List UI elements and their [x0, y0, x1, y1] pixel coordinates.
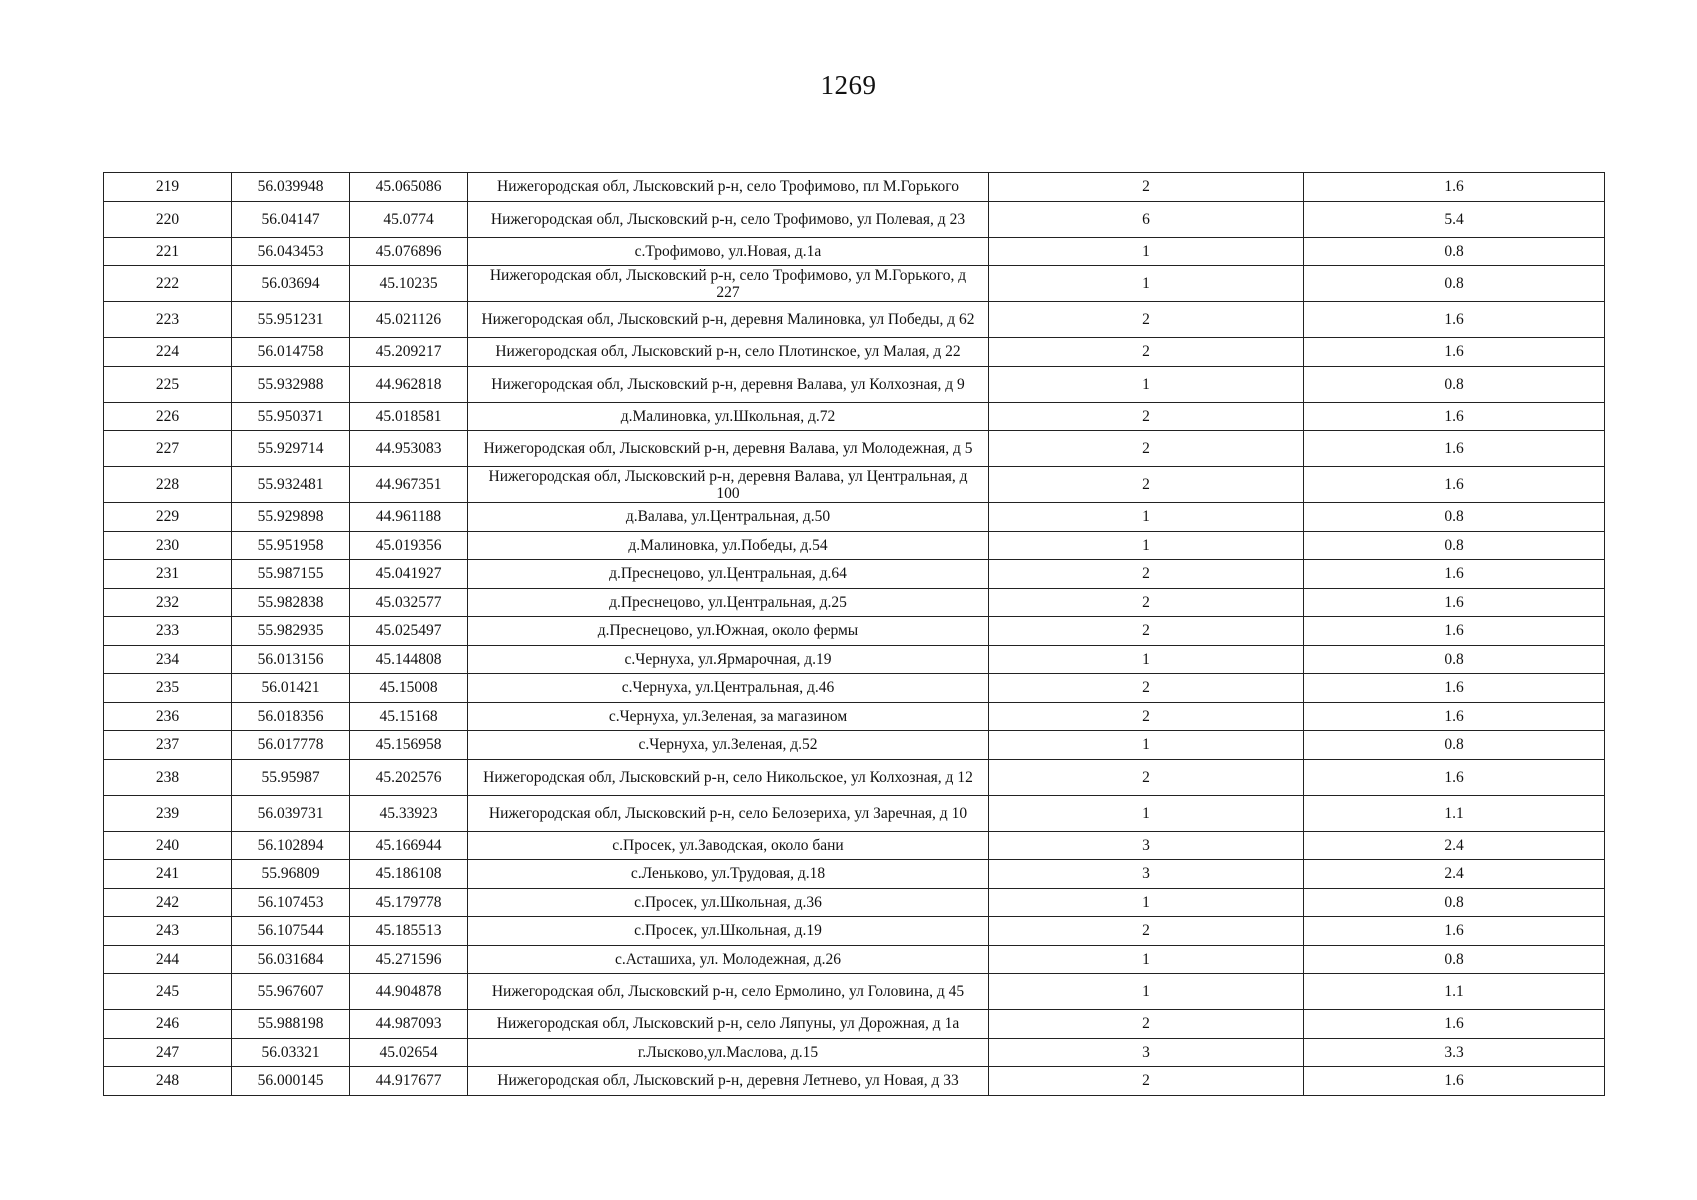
table-row — [104, 860, 1605, 889]
address-cell: д.Валава, ул.Центральная, д.50 — [468, 503, 989, 532]
row-number-cell: 235 — [104, 674, 232, 703]
address-cell: с.Чернуха, ул.Зеленая, за магазином — [468, 702, 989, 731]
longitude-cell: 45.271596 — [350, 945, 468, 974]
address-cell: д.Малиновка, ул.Победы, д.54 — [468, 531, 989, 560]
longitude-cell: 45.15168 — [350, 702, 468, 731]
volume-cell: 0.8 — [1304, 731, 1605, 760]
volume-cell: 1.6 — [1304, 560, 1605, 589]
table-row — [104, 237, 1605, 266]
container-sites-table — [103, 172, 1605, 1096]
longitude-cell: 45.185513 — [350, 917, 468, 946]
latitude-cell: 55.982838 — [232, 588, 350, 617]
longitude-cell: 45.209217 — [350, 338, 468, 367]
latitude-cell: 56.000145 — [232, 1067, 350, 1096]
table-body — [104, 173, 1605, 1096]
table-row — [104, 266, 1605, 302]
address-cell: Нижегородская обл, Лысковский р-н, деревня Валава, ул Центральная, д 100 — [468, 467, 989, 503]
longitude-cell: 45.025497 — [350, 617, 468, 646]
container-count-cell: 2 — [989, 588, 1304, 617]
row-number-cell: 247 — [104, 1038, 232, 1067]
table-row — [104, 831, 1605, 860]
volume-cell: 1.6 — [1304, 588, 1605, 617]
longitude-cell: 45.021126 — [350, 302, 468, 338]
address-cell: Нижегородская обл, Лысковский р-н, деревня Малиновка, ул Победы, д 62 — [468, 302, 989, 338]
volume-cell: 1.6 — [1304, 1067, 1605, 1096]
row-number-cell: 228 — [104, 467, 232, 503]
table-row — [104, 588, 1605, 617]
longitude-cell: 45.156958 — [350, 731, 468, 760]
table-row — [104, 366, 1605, 402]
container-count-cell: 2 — [989, 431, 1304, 467]
table-row — [104, 173, 1605, 202]
container-count-cell: 1 — [989, 731, 1304, 760]
row-number-cell: 229 — [104, 503, 232, 532]
longitude-cell: 45.018581 — [350, 402, 468, 431]
longitude-cell: 44.904878 — [350, 974, 468, 1010]
longitude-cell: 45.202576 — [350, 759, 468, 795]
address-cell: Нижегородская обл, Лысковский р-н, село Белозериха, ул Заречная, д 10 — [468, 795, 989, 831]
table-row — [104, 1067, 1605, 1096]
row-number-cell: 231 — [104, 560, 232, 589]
table-row — [104, 759, 1605, 795]
row-number-cell: 243 — [104, 917, 232, 946]
container-count-cell: 2 — [989, 674, 1304, 703]
container-count-cell: 2 — [989, 702, 1304, 731]
table-row — [104, 645, 1605, 674]
latitude-cell: 56.013156 — [232, 645, 350, 674]
row-number-cell: 237 — [104, 731, 232, 760]
volume-cell: 0.8 — [1304, 266, 1605, 302]
latitude-cell: 56.043453 — [232, 237, 350, 266]
address-cell: Нижегородская обл, Лысковский р-н, село Трофимово, пл М.Горького — [468, 173, 989, 202]
row-number-cell: 236 — [104, 702, 232, 731]
row-number-cell: 222 — [104, 266, 232, 302]
address-cell: с.Трофимово, ул.Новая, д.1а — [468, 237, 989, 266]
container-count-cell: 1 — [989, 366, 1304, 402]
container-count-cell: 1 — [989, 645, 1304, 674]
address-cell: с.Просек, ул.Школьная, д.19 — [468, 917, 989, 946]
address-cell: д.Преснецово, ул.Центральная, д.64 — [468, 560, 989, 589]
latitude-cell: 56.107453 — [232, 888, 350, 917]
row-number-cell: 248 — [104, 1067, 232, 1096]
row-number-cell: 230 — [104, 531, 232, 560]
row-number-cell: 224 — [104, 338, 232, 367]
latitude-cell: 56.03694 — [232, 266, 350, 302]
latitude-cell: 55.987155 — [232, 560, 350, 589]
longitude-cell: 44.917677 — [350, 1067, 468, 1096]
table-row — [104, 974, 1605, 1010]
address-cell: Нижегородская обл, Лысковский р-н, село Ермолино, ул Головина, д 45 — [468, 974, 989, 1010]
page-number: 1269 — [820, 70, 877, 100]
row-number-cell: 219 — [104, 173, 232, 202]
table-row — [104, 560, 1605, 589]
longitude-cell: 45.166944 — [350, 831, 468, 860]
latitude-cell: 56.04147 — [232, 201, 350, 237]
container-count-cell: 2 — [989, 467, 1304, 503]
latitude-cell: 55.982935 — [232, 617, 350, 646]
volume-cell: 1.6 — [1304, 759, 1605, 795]
address-cell: Нижегородская обл, Лысковский р-н, деревня Валава, ул Колхозная, д 9 — [468, 366, 989, 402]
container-count-cell: 6 — [989, 201, 1304, 237]
container-count-cell: 2 — [989, 560, 1304, 589]
row-number-cell: 223 — [104, 302, 232, 338]
address-cell: Нижегородская обл, Лысковский р-н, деревня Летнево, ул Новая, д 33 — [468, 1067, 989, 1096]
latitude-cell: 55.96809 — [232, 860, 350, 889]
volume-cell: 5.4 — [1304, 201, 1605, 237]
longitude-cell: 44.967351 — [350, 467, 468, 503]
row-number-cell: 227 — [104, 431, 232, 467]
container-count-cell: 1 — [989, 503, 1304, 532]
container-count-cell: 2 — [989, 759, 1304, 795]
row-number-cell: 225 — [104, 366, 232, 402]
address-cell: Нижегородская обл, Лысковский р-н, деревня Валава, ул Молодежная, д 5 — [468, 431, 989, 467]
table-row — [104, 945, 1605, 974]
address-cell: с.Чернуха, ул.Центральная, д.46 — [468, 674, 989, 703]
volume-cell: 2.4 — [1304, 860, 1605, 889]
longitude-cell: 45.186108 — [350, 860, 468, 889]
latitude-cell: 55.932988 — [232, 366, 350, 402]
container-count-cell: 3 — [989, 831, 1304, 860]
row-number-cell: 240 — [104, 831, 232, 860]
table-row — [104, 467, 1605, 503]
table-row — [104, 1010, 1605, 1039]
volume-cell: 1.1 — [1304, 795, 1605, 831]
row-number-cell: 241 — [104, 860, 232, 889]
row-number-cell: 246 — [104, 1010, 232, 1039]
volume-cell: 0.8 — [1304, 531, 1605, 560]
volume-cell: 0.8 — [1304, 503, 1605, 532]
row-number-cell: 238 — [104, 759, 232, 795]
container-count-cell: 1 — [989, 974, 1304, 1010]
address-cell: д.Преснецово, ул.Южная, около фермы — [468, 617, 989, 646]
volume-cell: 1.6 — [1304, 402, 1605, 431]
address-cell: д.Преснецово, ул.Центральная, д.25 — [468, 588, 989, 617]
table-row — [104, 402, 1605, 431]
volume-cell: 1.6 — [1304, 338, 1605, 367]
latitude-cell: 55.932481 — [232, 467, 350, 503]
longitude-cell: 45.032577 — [350, 588, 468, 617]
table-row — [104, 302, 1605, 338]
row-number-cell: 245 — [104, 974, 232, 1010]
container-count-cell: 1 — [989, 531, 1304, 560]
latitude-cell: 55.951958 — [232, 531, 350, 560]
container-count-cell: 2 — [989, 302, 1304, 338]
latitude-cell: 55.929714 — [232, 431, 350, 467]
container-count-cell: 2 — [989, 338, 1304, 367]
container-count-cell: 2 — [989, 402, 1304, 431]
container-count-cell: 3 — [989, 860, 1304, 889]
address-cell: Нижегородская обл, Лысковский р-н, село Никольское, ул Колхозная, д 12 — [468, 759, 989, 795]
longitude-cell: 44.987093 — [350, 1010, 468, 1039]
longitude-cell: 45.179778 — [350, 888, 468, 917]
address-cell: Нижегородская обл, Лысковский р-н, село Трофимово, ул Полевая, д 23 — [468, 201, 989, 237]
table-row — [104, 731, 1605, 760]
longitude-cell: 45.02654 — [350, 1038, 468, 1067]
row-number-cell: 226 — [104, 402, 232, 431]
volume-cell: 1.6 — [1304, 617, 1605, 646]
container-count-cell: 1 — [989, 945, 1304, 974]
longitude-cell: 45.041927 — [350, 560, 468, 589]
table-row — [104, 795, 1605, 831]
address-cell: г.Лысково,ул.Маслова, д.15 — [468, 1038, 989, 1067]
container-count-cell: 1 — [989, 266, 1304, 302]
latitude-cell: 55.95987 — [232, 759, 350, 795]
table-row — [104, 503, 1605, 532]
row-number-cell: 244 — [104, 945, 232, 974]
container-count-cell: 1 — [989, 795, 1304, 831]
address-cell: с.Леньково, ул.Трудовая, д.18 — [468, 860, 989, 889]
volume-cell: 2.4 — [1304, 831, 1605, 860]
longitude-cell: 45.33923 — [350, 795, 468, 831]
address-cell: с.Чернуха, ул.Ярмарочная, д.19 — [468, 645, 989, 674]
container-count-cell: 1 — [989, 888, 1304, 917]
volume-cell: 1.1 — [1304, 974, 1605, 1010]
longitude-cell: 44.961188 — [350, 503, 468, 532]
address-cell: Нижегородская обл, Лысковский р-н, село Трофимово, ул М.Горького, д 227 — [468, 266, 989, 302]
longitude-cell: 44.953083 — [350, 431, 468, 467]
table-row — [104, 531, 1605, 560]
volume-cell: 1.6 — [1304, 702, 1605, 731]
container-count-cell: 2 — [989, 173, 1304, 202]
table-row — [104, 201, 1605, 237]
latitude-cell: 55.950371 — [232, 402, 350, 431]
volume-cell: 1.6 — [1304, 674, 1605, 703]
longitude-cell: 45.076896 — [350, 237, 468, 266]
longitude-cell: 45.0774 — [350, 201, 468, 237]
longitude-cell: 45.019356 — [350, 531, 468, 560]
latitude-cell: 55.951231 — [232, 302, 350, 338]
longitude-cell: 45.15008 — [350, 674, 468, 703]
latitude-cell: 56.107544 — [232, 917, 350, 946]
table-row — [104, 617, 1605, 646]
latitude-cell: 55.929898 — [232, 503, 350, 532]
container-count-cell: 2 — [989, 617, 1304, 646]
container-count-cell: 3 — [989, 1038, 1304, 1067]
table-row — [104, 338, 1605, 367]
latitude-cell: 56.017778 — [232, 731, 350, 760]
address-cell: с.Просек, ул.Заводская, около бани — [468, 831, 989, 860]
table-row — [104, 1038, 1605, 1067]
volume-cell: 0.8 — [1304, 366, 1605, 402]
latitude-cell: 56.01421 — [232, 674, 350, 703]
address-cell: д.Малиновка, ул.Школьная, д.72 — [468, 402, 989, 431]
latitude-cell: 56.03321 — [232, 1038, 350, 1067]
longitude-cell: 45.10235 — [350, 266, 468, 302]
longitude-cell: 45.144808 — [350, 645, 468, 674]
row-number-cell: 221 — [104, 237, 232, 266]
volume-cell: 1.6 — [1304, 1010, 1605, 1039]
volume-cell: 0.8 — [1304, 945, 1605, 974]
table-row — [104, 702, 1605, 731]
latitude-cell: 56.018356 — [232, 702, 350, 731]
address-cell: с.Просек, ул.Школьная, д.36 — [468, 888, 989, 917]
container-count-cell: 2 — [989, 1010, 1304, 1039]
row-number-cell: 220 — [104, 201, 232, 237]
latitude-cell: 56.102894 — [232, 831, 350, 860]
row-number-cell: 242 — [104, 888, 232, 917]
volume-cell: 1.6 — [1304, 173, 1605, 202]
volume-cell: 1.6 — [1304, 917, 1605, 946]
volume-cell: 3.3 — [1304, 1038, 1605, 1067]
latitude-cell: 55.988198 — [232, 1010, 350, 1039]
container-count-cell: 2 — [989, 917, 1304, 946]
address-cell: Нижегородская обл, Лысковский р-н, село Ляпуны, ул Дорожная, д 1а — [468, 1010, 989, 1039]
volume-cell: 1.6 — [1304, 467, 1605, 503]
row-number-cell: 234 — [104, 645, 232, 674]
address-cell: Нижегородская обл, Лысковский р-н, село Плотинское, ул Малая, д 22 — [468, 338, 989, 367]
row-number-cell: 239 — [104, 795, 232, 831]
volume-cell: 1.6 — [1304, 302, 1605, 338]
row-number-cell: 232 — [104, 588, 232, 617]
latitude-cell: 56.039948 — [232, 173, 350, 202]
address-cell: с.Чернуха, ул.Зеленая, д.52 — [468, 731, 989, 760]
longitude-cell: 45.065086 — [350, 173, 468, 202]
latitude-cell: 56.039731 — [232, 795, 350, 831]
volume-cell: 1.6 — [1304, 431, 1605, 467]
address-cell: с.Асташиха, ул. Молодежная, д.26 — [468, 945, 989, 974]
latitude-cell: 55.967607 — [232, 974, 350, 1010]
volume-cell: 0.8 — [1304, 888, 1605, 917]
container-count-cell: 2 — [989, 1067, 1304, 1096]
table-row — [104, 917, 1605, 946]
latitude-cell: 56.031684 — [232, 945, 350, 974]
container-count-cell: 1 — [989, 237, 1304, 266]
longitude-cell: 44.962818 — [350, 366, 468, 402]
table-row — [104, 431, 1605, 467]
row-number-cell: 233 — [104, 617, 232, 646]
table-row — [104, 674, 1605, 703]
volume-cell: 0.8 — [1304, 645, 1605, 674]
table-row — [104, 888, 1605, 917]
volume-cell: 0.8 — [1304, 237, 1605, 266]
latitude-cell: 56.014758 — [232, 338, 350, 367]
